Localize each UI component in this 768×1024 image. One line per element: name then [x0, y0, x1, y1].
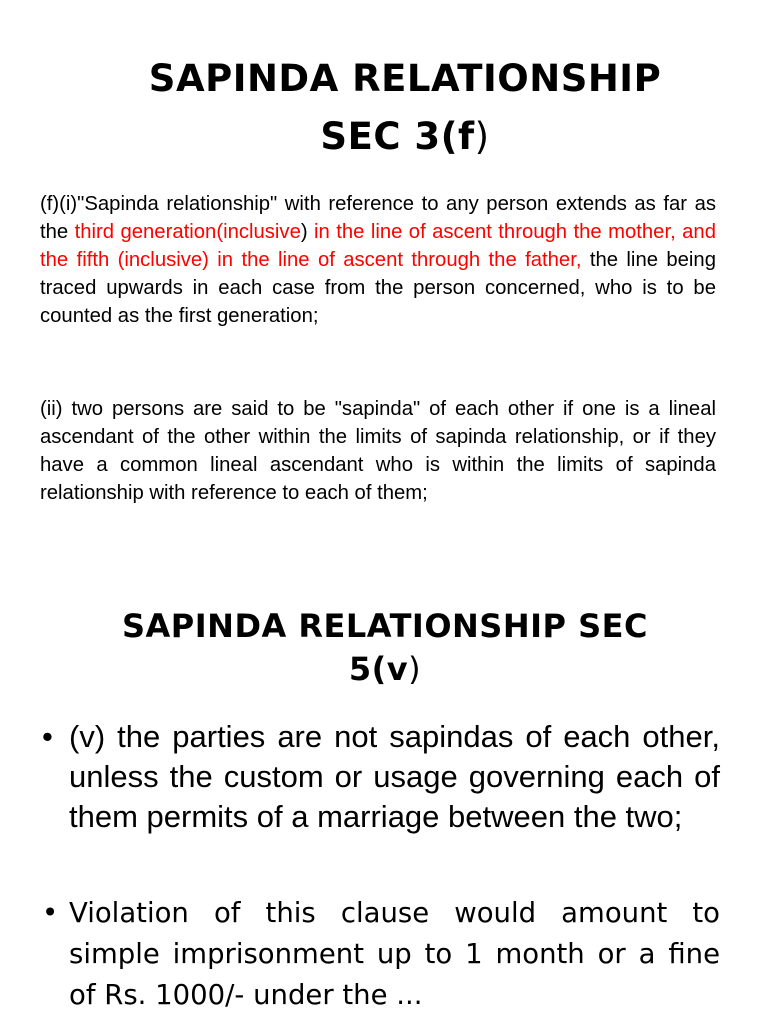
para-1-highlight-a: third generation(inclusive [74, 221, 301, 243]
bullet-text: (v) the parties are not sapindas of each other, unless the custom or usage governing each of them permits of a marriage between the two; [69, 719, 720, 834]
title-line-1: SAPINDA RELATIONSHIP SEC [121, 607, 649, 645]
title-line-2-paren: ) [474, 115, 490, 158]
bullet-list [40, 717, 720, 1016]
bullet-item-condition-v [40, 717, 720, 837]
bullet-text: Violation of this clause would amount to simple imprisonment up to 1 month or a fine of Rs. 1000/- under the ... [69, 897, 720, 1011]
definition-paragraph-ii: (ii) two persons are said to be "sapinda" of each other if one is a lineal ascendant of the other within the limits of sapinda relationship, or if they have a common lineal ascendant who is within the limits of sapinda relationship with reference to each of them; [40, 398, 716, 504]
para-1-tail: the line being traced upwards in each case from the person concerned, who is to be counted as the first generation; [40, 249, 716, 327]
title-line-2-paren: ) [408, 650, 422, 688]
bullet-item-violation [40, 893, 720, 1016]
bullet-icon: • [42, 719, 53, 754]
slide-1-title [60, 50, 750, 166]
definition-paragraph-i [40, 190, 716, 330]
slide-2-title [40, 605, 730, 691]
para-1-lead: (f)(i)"Sapinda relationship" with reference to any person extends as far as the [40, 193, 716, 243]
title-line-1: SAPINDA RELATIONSHIP [148, 57, 662, 100]
title-line-2: 5(v [348, 650, 409, 688]
title-line-2: SEC 3(f [320, 115, 475, 158]
bullet-icon: • [42, 897, 59, 929]
para-1-highlight-b: in the line of ascent through the mother, and the fifth (inclusive) in the line of ascent through the father, [40, 221, 716, 271]
slide-sec-5v [0, 560, 768, 1024]
para-1-mid: ) [300, 221, 315, 243]
